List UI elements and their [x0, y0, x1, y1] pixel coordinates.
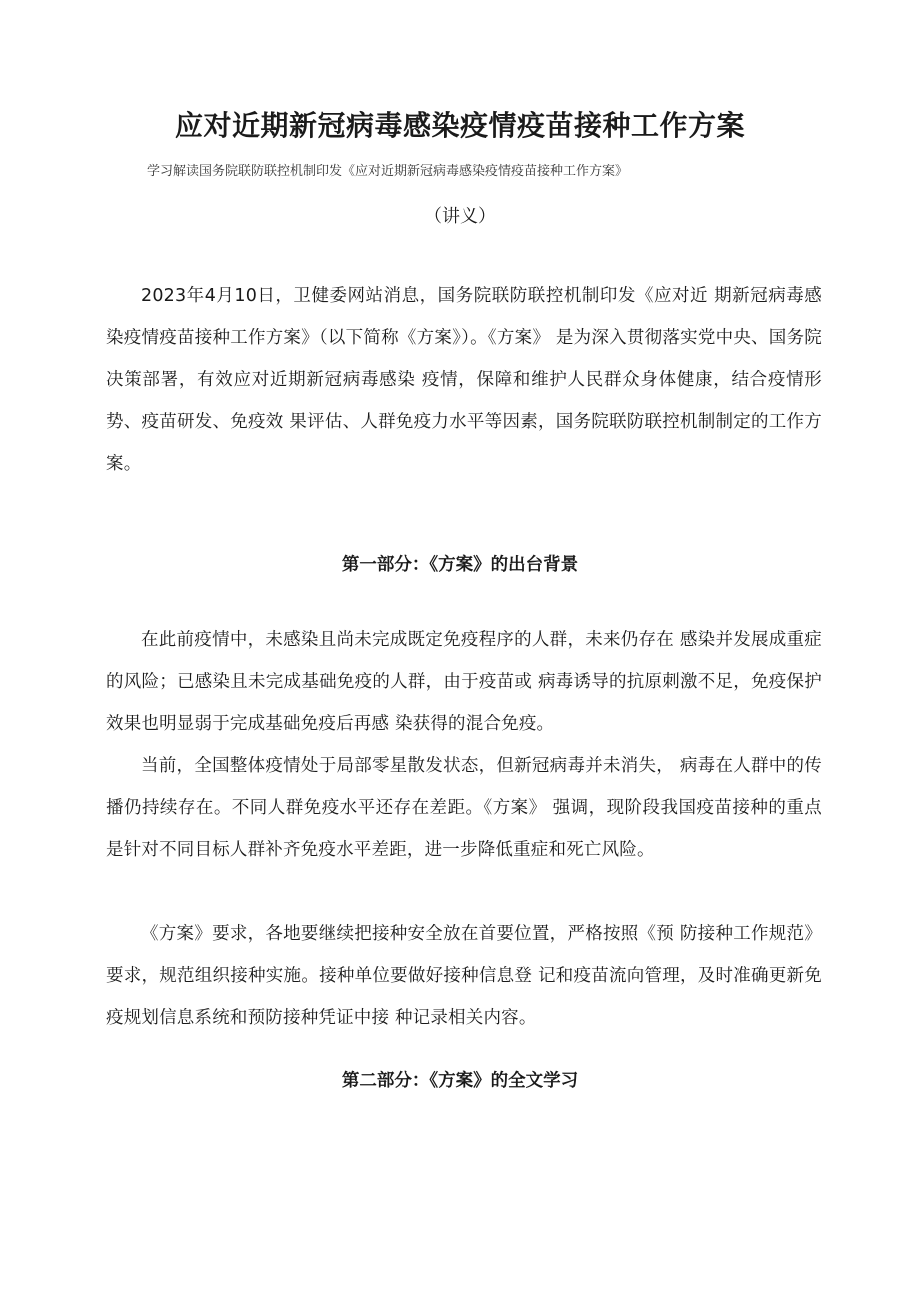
section-1-heading: 第一部分：《方案》的出台背景 — [341, 555, 579, 575]
section-1-paragraph: 在此前疫情中，未感染且尚未完成既定免疫程序的人群，未来仍存在 感染并发展成重症的风险；已感染且未完成基础免疫的人群，由于疫苗或 病毒诱导的抗原刺激不足，免疫保护效果也明显弱于完成基础免疫后再感 染获得的混合免疫。 — [106, 630, 822, 734]
section-1-paragraph: 《方案》要求，各地要继续把接种安全放在首要位置，严格按照《预 防接种工作规范》要求，规范组织接种实施。接种单位要做好接种信息登 记和疫苗流向管理，及时准确更新免疫规划信息系统和预防接种凭证中接 种记录相关内容。 — [106, 924, 822, 1028]
lecture-label: （讲义） — [424, 206, 496, 227]
section-1-paragraph: 当前，全国整体疫情处于局部零星散发状态，但新冠病毒并未消失， 病毒在人群中的传播仍持续存在。不同人群免疫水平还存在差距。《方案》 强调，现阶段我国疫苗接种的重点是针对不同目标人群补齐免疫水平差距，进一步降低重症和死亡风险。 — [106, 756, 822, 860]
document-subtitle: 学习解读国务院联防联控机制印发《应对近期新冠病毒感染疫情疫苗接种工作方案》 — [147, 164, 629, 179]
document-title: 应对近期新冠病毒感染疫情疫苗接种工作方案 — [174, 109, 745, 142]
section-2-heading: 第二部分：《方案》的全文学习 — [341, 1071, 579, 1091]
intro-paragraph: 2023年4月10日，卫健委网站消息，国务院联防联控机制印发《应对近 期新冠病毒感染疫情疫苗接种工作方案》（以下简称《方案》）。《方案》 是为深入贯彻落实党中央、国务院决策部署，有效应对近期新冠病毒感染 疫情，保障和维护人民群众身体健康，结合疫情形势、疫苗研发、免疫效 果评估、人群免疫力水平等因素，国务院联防联控机制制定的工作方案。 — [106, 286, 822, 474]
